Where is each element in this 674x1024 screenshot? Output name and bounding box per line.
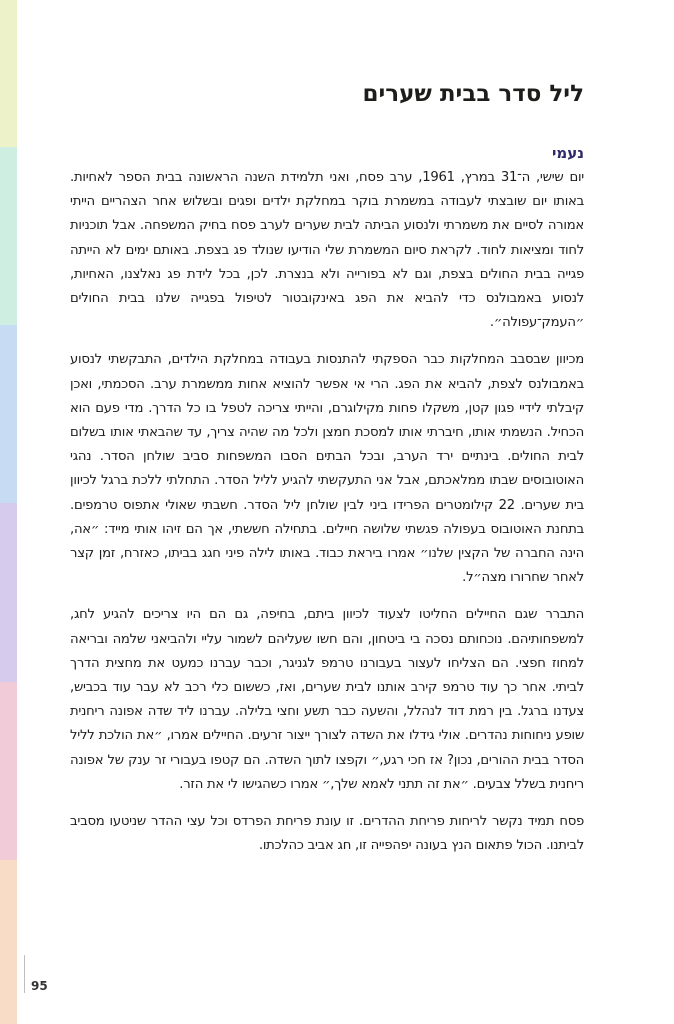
footer-divider	[24, 955, 25, 993]
page-number: 95	[31, 979, 48, 993]
strip-segment-4	[0, 503, 17, 682]
paragraph-1: יום שישי, ה־31 במרץ, 1961, ערב פסח, ואני תלמידת השנה הראשונה בבית הספר לאחיות. באותו יום שובצתי לעבודה במשמרת בוקר במחלקת ילדים ופגים ובשלוש אחר הצהריים הייתי אמורה לסיים את משמרתי ולנסוע הביתה לבית שערים לערב פסח בחיק המשפחה. אבל תוכניות לחוד ומציאות לחוד. לקראת סיום המשמרת שלי הודיעו שנולד פג בצפת. באותם ימים לא הייתה פגייה בבית החולים בצפת, וגם לא בפורייה ולא בנצרת. לכן, בכל לידת פג נאלצנו, האחיות, לנסוע באמבולנס כדי להביא את הפג באינקובטור לטיפול בפגייה שלנו בבית החולים ״העמק־עפולה״.	[70, 170, 585, 331]
strip-segment-2	[0, 147, 17, 325]
strip-segment-3	[0, 325, 17, 503]
paragraph-3: התברר שגם החיילים החליטו לצעוד לכיוון ביתם, בחיפה, גם הם היו צריכים להגיע לחג, למשפחותיהם. נוכחותם נסכה בי ביטחון, והם חשו שעליהם לשמור עליי ולהביאני שלמה ובריאה למחוז חפצי. הם הצליחו לעצור בעבורנו טרמפ לגניגר, וכבר עברנו כמעט את מחצית הדרך לביתי. אחר כך עוד טרמפ קירב אותנו לבית שערים, ואז, כששום כלי רכב לא עבר עוד בכביש, צעדנו ברגל. בין רמת דוד לנהלל, והשעה כבר תשע וחצי בלילה. עברנו ליד שדה אפונה ריחנית שופע ניחוחות נהדרים. אולי גידלו את השדה לצורך ייצור זרעים. החיילים אמרו, ״את הולכת לליל הסדר בבית ההורים, נכון? אז חכי רגע,״ וקפצו לתוך השדה. הם קטפו בעבורי זר ענק של אפונה ריחנית בשלל צבעים. ״את זה תתני לאמא שלך,״ אמרו כשהגישו לי את הזר.	[70, 607, 584, 792]
chapter-color-strip	[0, 0, 17, 1024]
strip-segment-5	[0, 682, 17, 860]
paragraph-4: פסח תמיד נקשר לריחות פריחת ההדרים. זו עונת פריחת הפרדס וכל עצי ההדר שניטעו מסביב לביתנו. הכול פתאום הנץ בעונה יפהפייה זו, חג אביב כהלכתו.	[70, 814, 584, 854]
strip-segment-1	[0, 0, 17, 147]
author-name: נעמי	[551, 144, 584, 162]
page-title: ליל סדר בבית שערים	[362, 81, 584, 107]
strip-segment-6	[0, 860, 17, 1024]
story-body	[70, 166, 584, 871]
paragraph-2: מכיוון שבסבב המחלקות כבר הספקתי להתנסות בעבודה במחלקת הילדים, התבקשתי לנסוע באמבולנס לצפת, להביא את הפג. הרי אי אפשר להוציא אחות ממשמרת ערב. הסכמתי, ואכן קיבלתי לידיי פגון קטן, משקלו פחות מקילוגרם, והייתי צריכה לטפל בו כל הדרך. מדי פעם הוא הכחיל. הנשמתי אותו, חיברתי אותו למסכת חמצן ולכל מה שהיה צריך, עד שהבאתי אותו בשלום לבית החולים. בינתיים ירד הערב, ובכל הבתים הסבו המשפחות סביב שולחן הסדר. נהגי האוטובוסים שבתו ממלאכתם, אבל אני התעקשתי להגיע לליל הסדר. התחלתי ללכת ברגל לכיוון בית שערים. 22 קילומטרים הפרידו ביני לבין שולחן ליל הסדר. חשבתי שאולי אתפוס טרמפים. בתחנת האוטובוס בעפולה פגשתי שלושה חיילים. בתחילה חששתי, אך הם זיהו אותי מייד: ״אה, הינה החברה של הקצין שלנו״ אמרו ביראת כבוד. באותו לילה פיני חגג בביתו, כאזרח, זמן קצר לאחר שחרורו מצה״ל.	[70, 352, 585, 586]
